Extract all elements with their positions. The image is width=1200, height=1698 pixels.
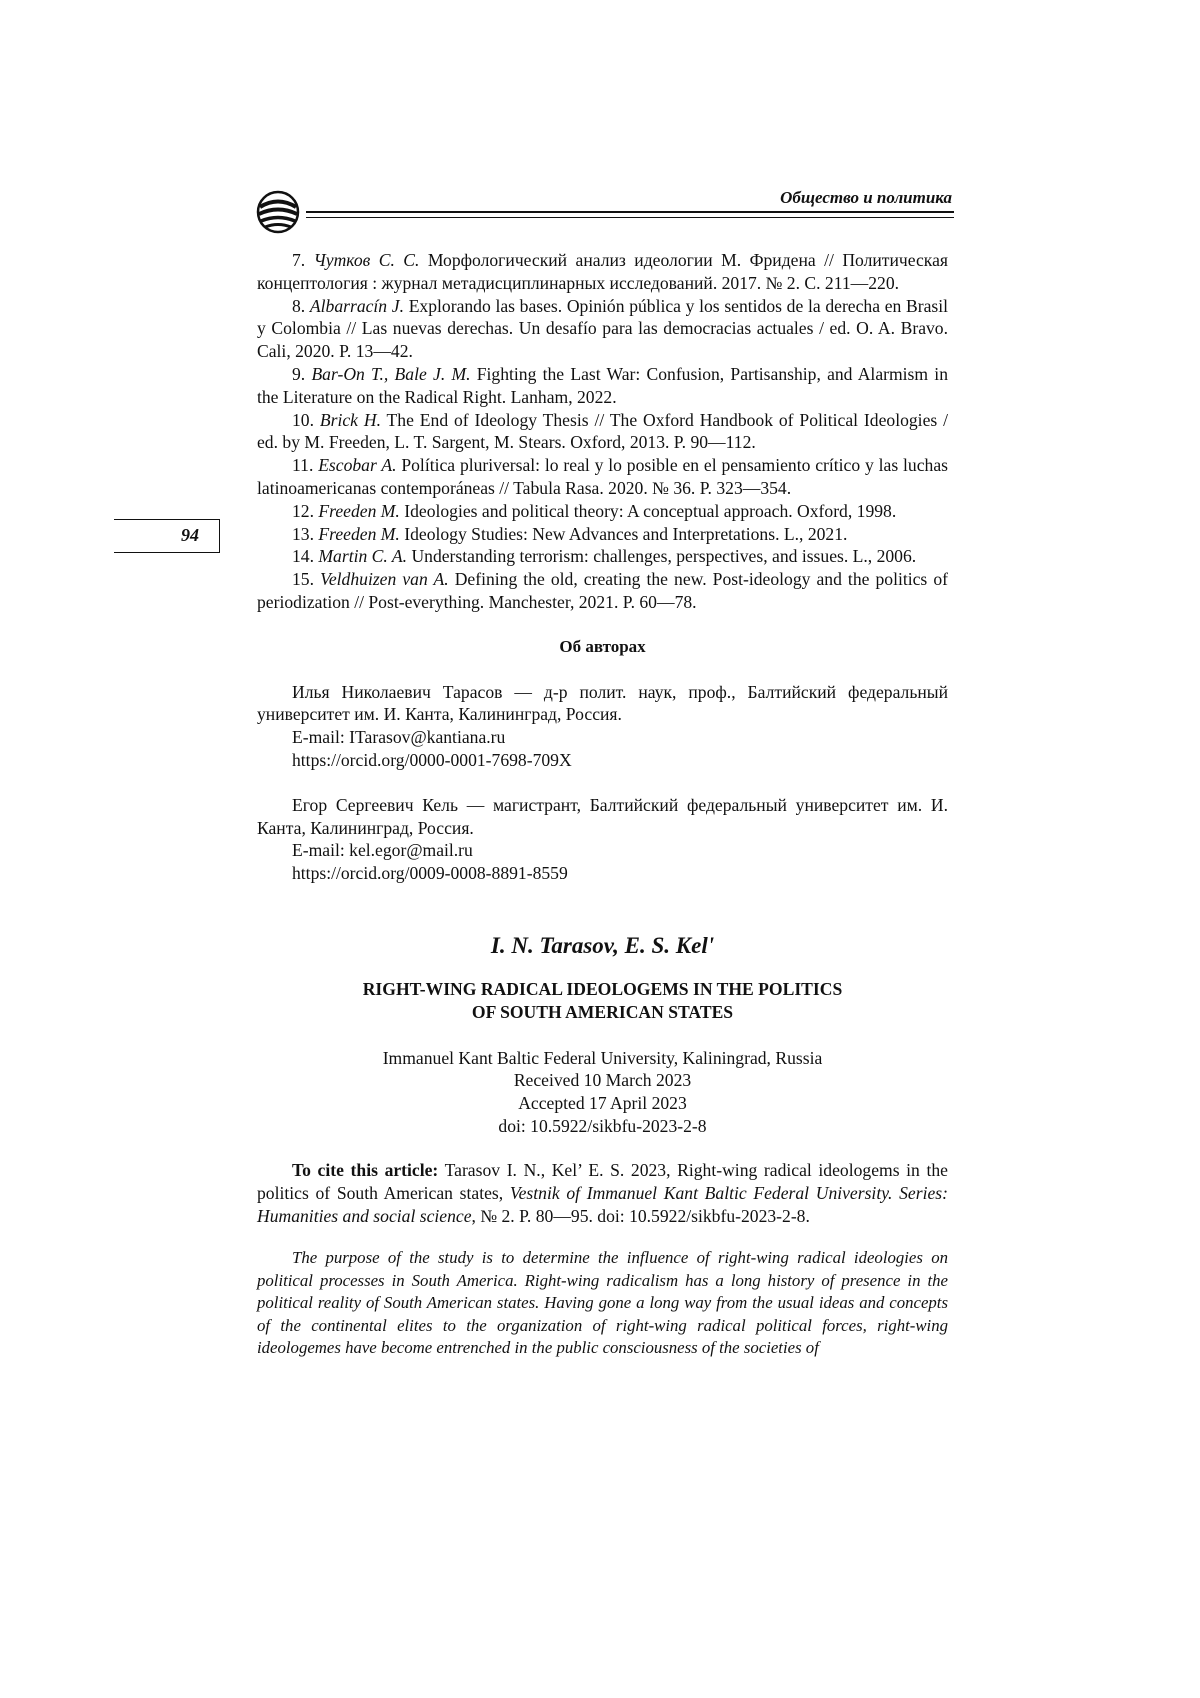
author-info-1 — [257, 681, 948, 772]
reference-item: 9. Bar-On T., Bale J. M. Fighting the Last War: Confusion, Partisanship, and Alarmism in the Literature on the Radical Right. Lanham, 2022. — [257, 363, 948, 407]
author-info-2 — [257, 794, 948, 885]
accepted-date: Accepted 17 April 2023 — [518, 1092, 687, 1113]
author-1-email: E-mail: ITarasov@kantiana.ru — [292, 727, 506, 748]
reference-item: 10. Brick H. The End of Ideology Thesis // The Oxford Handbook of Political Ideologies / ed. by M. Freeden, L. T. Sargent, M. Stears. Oxford, 2013. P. 90—112. — [257, 409, 948, 453]
header-rule-thick — [306, 211, 954, 213]
english-author-names: I. N. Tarasov, E. S. Kel' — [490, 932, 715, 958]
journal-logo-icon — [256, 190, 300, 234]
reference-item: 7. Чутков С. С. Морфологический анализ идеологии М. Фридена // Политическая концептология : журнал метадисциплинарных исследований. 2017. № 2. С. 211—220. — [257, 250, 948, 293]
doi: doi: 10.5922/sikbfu-2023-2-8 — [498, 1115, 707, 1136]
running-header — [256, 186, 954, 236]
page-number: 94 — [181, 525, 199, 545]
affiliation: Immanuel Kant Baltic Federal University, Kaliningrad, Russia — [382, 1047, 823, 1068]
reference-item: 13. Freeden M. Ideology Studies: New Advances and Interpretations. L., 2021. — [292, 523, 848, 544]
page-body — [257, 249, 948, 1376]
author-1-orcid: https://orcid.org/0000-0001-7698-709X — [292, 749, 572, 770]
author-2-description: Егор Сергеевич Кель — магистрант, Балтийский федеральный университет им. И. Канта, Калининград, Россия. — [257, 794, 948, 838]
reference-item: 15. Veldhuizen van A. Defining the old, creating the new. Post-ideology and the politics of periodization // Post-everything. Manchester, 2021. P. 60—78. — [257, 569, 948, 612]
received-date: Received 10 March 2023 — [513, 1070, 692, 1091]
reference-item: 12. Freeden M. Ideologies and political theory: A conceptual approach. Oxford, 1998. — [292, 500, 897, 521]
header-rule-thin — [306, 217, 954, 218]
reference-list — [257, 249, 948, 614]
page-number-box — [114, 519, 220, 553]
author-2-email: E-mail: kel.egor@mail.ru — [292, 840, 473, 861]
reference-item: 8. Albarracín J. Explorando las bases. Opinión pública y los sentidos de la derecha en Brasil y Colombia // Las nuevas derechas. Un desafío para las democracias actuales / ed. O. A. Bravo. Cali, 2020. P. 13—42. — [257, 295, 949, 362]
journal-section-title: Общество и политика — [780, 188, 952, 207]
reference-item: 11. Escobar A. Política pluriversal: lo real y lo posible en el pensamiento crítico y las luchas latinoamericanas contemporáneas // Tabula Rasa. 2020. № 36. P. 323—354. — [257, 455, 948, 498]
article-meta — [257, 1047, 948, 1137]
author-2-orcid: https://orcid.org/0009-0008-8891-8559 — [292, 863, 568, 884]
abstract: The purpose of the study is to determine the influence of right-wing radical ideologies on political processes in South America. Right-wing radicalism has a long history of presence in the political reality of South American states. Having gone a long way from the usual ideas and concepts of the continental elites to the organization of right-wing radical political forces, right-wing ideologemes have become entrenched in the public consciousness of the societies of — [257, 1248, 948, 1358]
reference-item: 14. Martin C. A. Understanding terrorism: challenges, perspectives, and issues. L., 2006. — [292, 546, 917, 567]
about-authors-heading: Об авторах — [559, 636, 646, 656]
author-1-description: Илья Николаевич Тарасов — д-р полит. наук, проф., Балтийский федеральный университет им. И. Канта, Калининград, Россия. — [257, 681, 948, 725]
english-article-title: RIGHT-WING RADICAL IDEOLOGEMS IN THE POLITICS OF SOUTH AMERICAN STATES — [362, 978, 843, 1022]
citation: To cite this article: Tarasov I. N., Kel’ E. S. 2023, Right-wing radical ideologems in the politics of South American states, Vestnik of Immanuel Kant Baltic Federal University. Series: Humanities and social science, № 2. P. 80—95. doi: 10.5922/sikbfu-2023-2-8. — [257, 1160, 948, 1226]
